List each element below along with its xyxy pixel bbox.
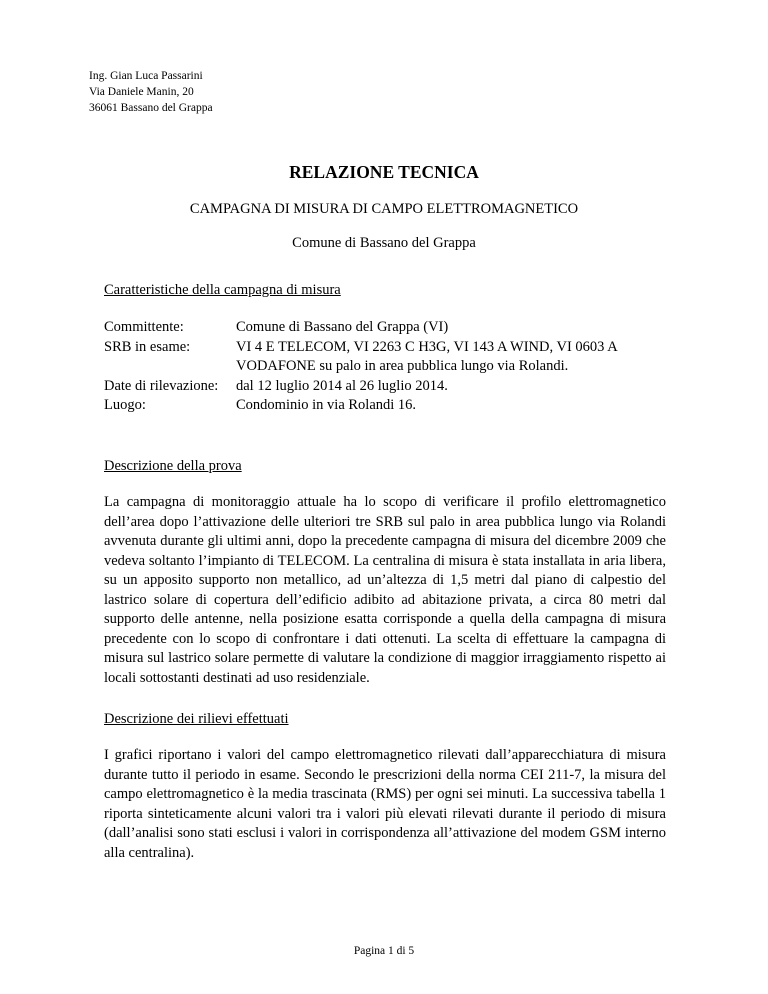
info-label: SRB in esame: bbox=[104, 338, 191, 355]
campaign-info-table bbox=[104, 318, 618, 416]
info-row bbox=[104, 396, 618, 416]
author-name: Ing. Gian Luca Passarini bbox=[89, 70, 203, 82]
info-row bbox=[104, 357, 618, 377]
page-number: Pagina 1 di 5 bbox=[353, 945, 415, 957]
document-subtitle: CAMPAGNA DI MISURA DI CAMPO ELETTROMAGNETICO bbox=[189, 201, 579, 217]
info-label bbox=[104, 357, 236, 377]
document-title: RELAZIONE TECNICA bbox=[289, 162, 479, 182]
info-row bbox=[104, 318, 618, 338]
info-value: dal 12 luglio 2014 al 26 luglio 2014. bbox=[236, 377, 448, 394]
section-heading-caratteristiche: Caratteristiche della campagna di misura bbox=[104, 282, 341, 298]
author-city: 36061 Bassano del Grappa bbox=[89, 102, 213, 114]
paragraph-descrizione-rilievi: I grafici riportano i valori del campo elettromagnetico rilevati dall’apparecchiatura di misura durante tutto il periodo in esame. Secondo le prescrizioni della norma CEI 211-7, la misura del campo elettromagnetico è la media trascinata (RMS) per ogni sei minuti. La successiva tabella 1 riporta sinteticamente alcuni valori tra i valori più elevati rilevati durante il periodo di misura (dall’analisi sono stati esclusi i valori in corrispondenza all’attivazione del modem GSM interno alla centralina). bbox=[104, 747, 666, 861]
info-value: VI 4 E TELECOM, VI 2263 C H3G, VI 143 A WIND, VI 0603 A bbox=[236, 338, 618, 355]
paragraph-descrizione-prova: La campagna di monitoraggio attuale ha lo scopo di verificare il profilo elettromagnetico dell’area dopo l’attivazione delle ulteriori tre SRB sul palo in area pubblica lungo via Rolandi avvenuta durante gli ultimi anni, dopo la precedente campagna di misura del dicembre 2009 che vedeva soltanto l’impianto di TELECOM. La centralina di misura è stata installata in aria libera, su un apposito supporto non metallico, ad un’altezza di 1,5 metri dal piano di calpestio del lastrico solare di copertura dell’edificio adibito ad abitazione privata, a circa 80 metri dal supporto delle antenne, nella posizione esatta corrisponde a quella della campagna di misura precedente con lo scopo di confrontare i dati ottenuti. La scelta di effettuare la campagna di misura sul lastrico solare permette di valutare la condizione di maggior irraggiamento rispetto ai locali sottostanti destinati ad uso residenziale. bbox=[104, 494, 666, 686]
section-heading-descrizione-rilievi: Descrizione dei rilievi effettuati bbox=[104, 711, 289, 727]
info-value: Comune di Bassano del Grappa (VI) bbox=[236, 319, 449, 335]
info-row bbox=[104, 377, 618, 397]
info-label: Date di rilevazione: bbox=[104, 377, 219, 394]
author-address-block bbox=[89, 68, 213, 116]
document-municipality: Comune di Bassano del Grappa bbox=[292, 235, 476, 251]
info-row bbox=[104, 338, 618, 358]
info-label: Committente: bbox=[104, 319, 184, 335]
info-label: Luogo: bbox=[104, 397, 146, 413]
section-heading-descrizione-prova: Descrizione della prova bbox=[104, 458, 242, 474]
info-value: Condominio in via Rolandi 16. bbox=[236, 397, 417, 413]
author-street: Via Daniele Manin, 20 bbox=[89, 86, 194, 98]
info-value: VODAFONE su palo in area pubblica lungo via Rolandi. bbox=[236, 358, 569, 374]
